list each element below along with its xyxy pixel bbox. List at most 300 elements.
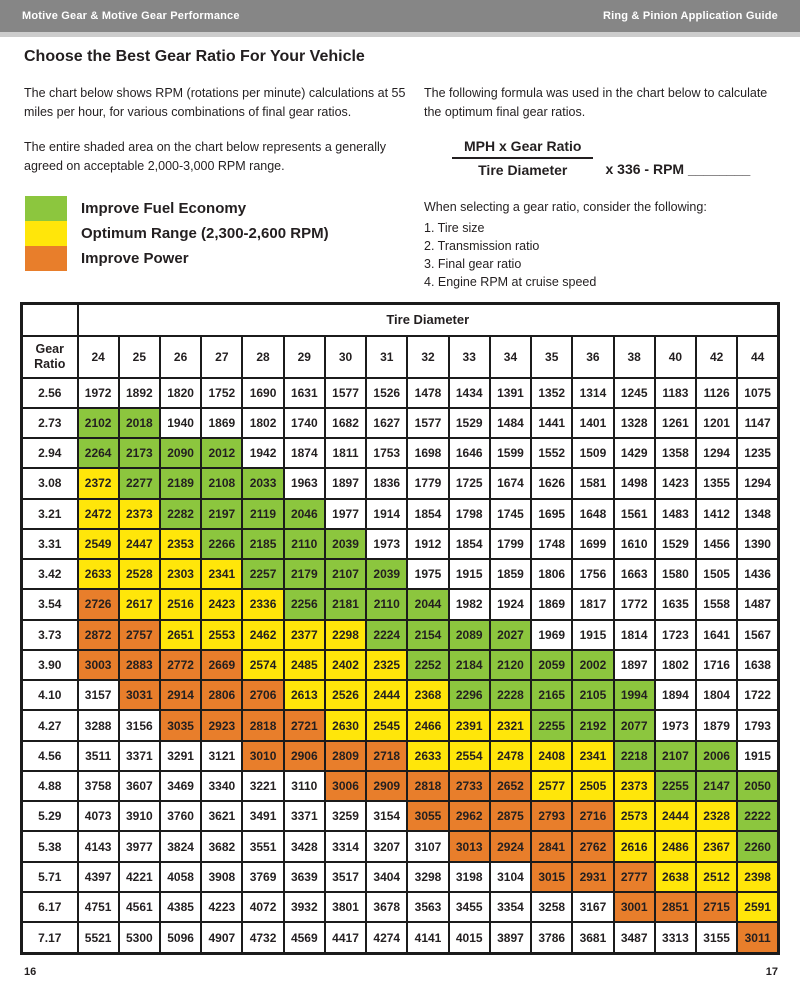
rpm-cell: 2044 xyxy=(407,589,448,619)
rpm-cell: 1577 xyxy=(407,408,448,438)
rpm-cell: 2012 xyxy=(201,438,242,468)
rpm-cell: 3371 xyxy=(119,741,160,771)
tire-diameter-column-header: 36 xyxy=(572,336,613,378)
rpm-cell: 1641 xyxy=(696,620,737,650)
rpm-cell: 1975 xyxy=(407,559,448,589)
rpm-cell: 2147 xyxy=(696,771,737,801)
rpm-cell: 2931 xyxy=(572,862,613,892)
rpm-cell: 2184 xyxy=(449,650,490,680)
rpm-cell: 1772 xyxy=(614,589,655,619)
rpm-cell: 2423 xyxy=(201,589,242,619)
rpm-cell: 4073 xyxy=(78,801,119,831)
rpm-cell: 4221 xyxy=(119,862,160,892)
rpm-cell: 2638 xyxy=(655,862,696,892)
rpm-cell: 2391 xyxy=(449,710,490,740)
tire-diameter-columns-row xyxy=(22,336,779,378)
rpm-cell: 1695 xyxy=(531,499,572,529)
rpm-cell: 1874 xyxy=(284,438,325,468)
rpm-cell: 2046 xyxy=(284,499,325,529)
rpm-cell: 2398 xyxy=(737,862,778,892)
table-row xyxy=(22,559,779,589)
rpm-cell: 1940 xyxy=(160,408,201,438)
rpm-cell: 3154 xyxy=(366,801,407,831)
rpm-cell: 3491 xyxy=(242,801,283,831)
rpm-cell: 2462 xyxy=(242,620,283,650)
rpm-cell: 2179 xyxy=(284,559,325,589)
rpm-cell: 1075 xyxy=(737,378,778,408)
legend-item xyxy=(25,246,329,271)
rpm-cell: 1674 xyxy=(490,468,531,498)
rpm-cell: 1802 xyxy=(242,408,283,438)
rpm-cell: 1915 xyxy=(449,559,490,589)
rpm-cell: 4732 xyxy=(242,922,283,953)
rpm-cell: 2050 xyxy=(737,771,778,801)
rpm-cell: 1581 xyxy=(572,468,613,498)
rpm-cell: 2733 xyxy=(449,771,490,801)
rpm-cell: 1434 xyxy=(449,378,490,408)
rpm-cell: 3786 xyxy=(531,922,572,953)
rpm-cell: 1982 xyxy=(449,589,490,619)
rpm-cell: 4058 xyxy=(160,862,201,892)
table-row xyxy=(22,589,779,619)
rpm-cell: 2553 xyxy=(201,620,242,650)
rpm-cell: 3681 xyxy=(572,922,613,953)
rpm-cell: 1894 xyxy=(655,680,696,710)
rpm-cell: 2528 xyxy=(119,559,160,589)
rpm-cell: 1914 xyxy=(366,499,407,529)
rpm-cell: 3035 xyxy=(160,710,201,740)
rpm-cell: 1915 xyxy=(572,620,613,650)
rpm-cell: 3977 xyxy=(119,831,160,861)
gear-ratio-column-header: Gear Ratio xyxy=(22,336,78,378)
rpm-cell: 2165 xyxy=(531,680,572,710)
rpm-cell: 2466 xyxy=(407,710,448,740)
rpm-cell: 3157 xyxy=(78,680,119,710)
rpm-cell: 3107 xyxy=(407,831,448,861)
rpm-cell: 1869 xyxy=(531,589,572,619)
rpm-cell: 1745 xyxy=(490,499,531,529)
paragraph-shaded-area: The entire shaded area on the chart below represents a generally agreed on acceptable 2,000-3,000 RPM range. xyxy=(24,140,387,173)
rpm-cell: 2353 xyxy=(160,529,201,559)
rpm-cell: 4417 xyxy=(325,922,366,953)
table-row xyxy=(22,499,779,529)
rpm-cell: 2574 xyxy=(242,650,283,680)
rpm-cell: 2120 xyxy=(490,650,531,680)
gear-ratio-label: 3.31 xyxy=(22,529,78,559)
page-number-right: 17 xyxy=(765,966,778,978)
rpm-cell: 2591 xyxy=(737,892,778,922)
rpm-cell: 1314 xyxy=(572,378,613,408)
rpm-cell: 1924 xyxy=(490,589,531,619)
when-selecting-heading: When selecting a gear ratio, consider the following: xyxy=(424,200,707,214)
paragraph-rpm-explanation: The chart below shows RPM (rotations per minute) calculations at 55 miles per hour, for various combinations of final gear ratios. xyxy=(24,86,406,119)
rpm-cell: 3354 xyxy=(490,892,531,922)
rpm-cell: 3678 xyxy=(366,892,407,922)
gear-ratio-label: 3.54 xyxy=(22,589,78,619)
tire-diameter-column-header: 44 xyxy=(737,336,778,378)
rpm-cell: 3682 xyxy=(201,831,242,861)
rpm-cell: 3517 xyxy=(325,862,366,892)
rpm-cell: 1423 xyxy=(655,468,696,498)
tire-diameter-column-header: 29 xyxy=(284,336,325,378)
rpm-cell: 1294 xyxy=(737,468,778,498)
rpm-cell: 2762 xyxy=(572,831,613,861)
rpm-cell: 1526 xyxy=(366,378,407,408)
rpm-cell: 1690 xyxy=(242,378,283,408)
rpm-cell: 2806 xyxy=(201,680,242,710)
gear-ratio-label: 2.73 xyxy=(22,408,78,438)
rpm-cell: 5521 xyxy=(78,922,119,953)
rpm-cell: 1725 xyxy=(449,468,490,498)
rpm-cell: 1811 xyxy=(325,438,366,468)
rpm-cell: 1963 xyxy=(284,468,325,498)
rpm-cell: 1973 xyxy=(655,710,696,740)
legend xyxy=(25,196,329,271)
rpm-cell: 1820 xyxy=(160,378,201,408)
gear-ratio-label: 4.27 xyxy=(22,710,78,740)
rpm-cell: 2039 xyxy=(325,529,366,559)
table-corner-cell xyxy=(22,304,78,336)
rpm-cell: 2577 xyxy=(531,771,572,801)
rpm-cell: 2341 xyxy=(572,741,613,771)
rpm-cell: 2255 xyxy=(531,710,572,740)
rpm-cell: 2962 xyxy=(449,801,490,831)
rpm-cell: 2377 xyxy=(284,620,325,650)
rpm-cell: 1892 xyxy=(119,378,160,408)
rpm-cell: 2706 xyxy=(242,680,283,710)
rpm-cell: 3908 xyxy=(201,862,242,892)
rpm-cell: 2851 xyxy=(655,892,696,922)
rpm-cell: 3003 xyxy=(78,650,119,680)
rpm-cell: 2173 xyxy=(119,438,160,468)
rpm-cell: 3006 xyxy=(325,771,366,801)
rpm-cell: 1752 xyxy=(201,378,242,408)
rpm-cell: 2809 xyxy=(325,741,366,771)
rpm-cell: 2328 xyxy=(696,801,737,831)
rpm-cell: 1716 xyxy=(696,650,737,680)
gear-ratio-label: 7.17 xyxy=(22,922,78,953)
rpm-cell: 1235 xyxy=(737,438,778,468)
table-row xyxy=(22,468,779,498)
rpm-cell: 3110 xyxy=(284,771,325,801)
rpm-cell: 4397 xyxy=(78,862,119,892)
table-row xyxy=(22,892,779,922)
rpm-cell: 3055 xyxy=(407,801,448,831)
gear-ratio-label: 3.90 xyxy=(22,650,78,680)
rpm-cell: 2715 xyxy=(696,892,737,922)
rpm-cell: 2372 xyxy=(78,468,119,498)
page-title: Choose the Best Gear Ratio For Your Vehicle xyxy=(24,48,365,65)
tire-diameter-column-header: 25 xyxy=(119,336,160,378)
rpm-cell: 1798 xyxy=(449,499,490,529)
rpm-cell: 2478 xyxy=(490,741,531,771)
gear-ratio-label: 4.88 xyxy=(22,771,78,801)
rpm-cell: 2721 xyxy=(284,710,325,740)
gear-ratio-label: 4.56 xyxy=(22,741,78,771)
formula-denominator: Tire Diameter xyxy=(478,162,568,178)
rpm-cell: 2218 xyxy=(614,741,655,771)
rpm-cell: 3487 xyxy=(614,922,655,953)
rpm-cell: 2252 xyxy=(407,650,448,680)
rpm-cell: 2447 xyxy=(119,529,160,559)
rpm-cell: 2256 xyxy=(284,589,325,619)
rpm-cell: 1973 xyxy=(366,529,407,559)
rpm-cell: 2197 xyxy=(201,499,242,529)
rpm-cell: 2002 xyxy=(572,650,613,680)
rpm-table-body xyxy=(22,378,779,954)
rpm-cell: 1756 xyxy=(572,559,613,589)
considerations-list xyxy=(424,219,784,291)
rpm-cell: 1478 xyxy=(407,378,448,408)
rpm-cell: 2505 xyxy=(572,771,613,801)
rpm-cell: 4143 xyxy=(78,831,119,861)
rpm-cell: 1793 xyxy=(737,710,778,740)
tire-diameter-column-header: 26 xyxy=(160,336,201,378)
rpm-cell: 2033 xyxy=(242,468,283,498)
rpm-cell: 3288 xyxy=(78,710,119,740)
rpm-cell: 1722 xyxy=(737,680,778,710)
rpm-cell: 2485 xyxy=(284,650,325,680)
table-row xyxy=(22,741,779,771)
header-shadow-strip xyxy=(0,32,800,37)
legend-label: Improve Power xyxy=(81,250,189,267)
rpm-cell: 3607 xyxy=(119,771,160,801)
gear-ratio-label: 2.94 xyxy=(22,438,78,468)
rpm-cell: 2059 xyxy=(531,650,572,680)
rpm-cell: 3563 xyxy=(407,892,448,922)
rpm-cell: 1147 xyxy=(737,408,778,438)
rpm-cell: 1631 xyxy=(284,378,325,408)
rpm-cell: 3121 xyxy=(201,741,242,771)
rpm-cell: 2883 xyxy=(119,650,160,680)
rpm-cell: 1699 xyxy=(572,529,613,559)
rpm-cell: 1859 xyxy=(490,559,531,589)
tire-diameter-column-header: 28 xyxy=(242,336,283,378)
rpm-cell: 1779 xyxy=(407,468,448,498)
rpm-cell: 2906 xyxy=(284,741,325,771)
rpm-cell: 3001 xyxy=(614,892,655,922)
rpm-cell: 3760 xyxy=(160,801,201,831)
rpm-cell: 2110 xyxy=(366,589,407,619)
rpm-cell: 5300 xyxy=(119,922,160,953)
rpm-cell: 4141 xyxy=(407,922,448,953)
rpm-cell: 1552 xyxy=(531,438,572,468)
rpm-cell: 1484 xyxy=(490,408,531,438)
rpm-cell: 2923 xyxy=(201,710,242,740)
formula-numerator: MPH x Gear Ratio xyxy=(452,138,593,159)
rpm-cell: 1942 xyxy=(242,438,283,468)
rpm-cell: 1897 xyxy=(614,650,655,680)
rpm-cell: 2630 xyxy=(325,710,366,740)
rpm-cell: 1294 xyxy=(696,438,737,468)
rpm-cell: 2408 xyxy=(531,741,572,771)
rpm-cell: 2617 xyxy=(119,589,160,619)
table-row xyxy=(22,710,779,740)
rpm-cell: 2039 xyxy=(366,559,407,589)
rpm-cell: 4385 xyxy=(160,892,201,922)
legend-color-swatch xyxy=(25,196,67,221)
rpm-cell: 1429 xyxy=(614,438,655,468)
rpm-cell: 2027 xyxy=(490,620,531,650)
rpm-cell: 1498 xyxy=(614,468,655,498)
rpm-cell: 3551 xyxy=(242,831,283,861)
rpm-cell: 2181 xyxy=(325,589,366,619)
formula-suffix: x 336 - RPM ________ xyxy=(605,161,751,177)
rpm-cell: 2105 xyxy=(572,680,613,710)
rpm-cell: 3258 xyxy=(531,892,572,922)
rpm-cell: 2266 xyxy=(201,529,242,559)
rpm-cell: 1646 xyxy=(449,438,490,468)
rpm-cell: 2336 xyxy=(242,589,283,619)
rpm-cell: 2018 xyxy=(119,408,160,438)
tire-diameter-group-header: Tire Diameter xyxy=(78,304,779,336)
rpm-cell: 2282 xyxy=(160,499,201,529)
rpm-cell: 2516 xyxy=(160,589,201,619)
rpm-cell: 2373 xyxy=(614,771,655,801)
rpm-cell: 1599 xyxy=(490,438,531,468)
rpm-cell: 1753 xyxy=(366,438,407,468)
rpm-cell: 1806 xyxy=(531,559,572,589)
rpm-cell: 2298 xyxy=(325,620,366,650)
rpm-cell: 2924 xyxy=(490,831,531,861)
rpm-cell: 3155 xyxy=(696,922,737,953)
rpm-cell: 4015 xyxy=(449,922,490,953)
gear-ratio-label: 5.38 xyxy=(22,831,78,861)
rpm-cell: 2368 xyxy=(407,680,448,710)
legend-label: Optimum Range (2,300-2,600 RPM) xyxy=(81,225,329,242)
gear-ratio-label: 4.10 xyxy=(22,680,78,710)
rpm-cell: 1412 xyxy=(696,499,737,529)
rpm-cell: 3167 xyxy=(572,892,613,922)
rpm-cell: 1740 xyxy=(284,408,325,438)
rpm-cell: 2549 xyxy=(78,529,119,559)
rpm-cell: 4907 xyxy=(201,922,242,953)
consideration-item: 3. Final gear ratio xyxy=(424,257,522,271)
rpm-cell: 2119 xyxy=(242,499,283,529)
gear-ratio-label: 3.42 xyxy=(22,559,78,589)
rpm-cell: 1355 xyxy=(696,468,737,498)
rpm-cell: 1456 xyxy=(696,529,737,559)
rpm-cell: 2716 xyxy=(572,801,613,831)
rpm-cell: 1802 xyxy=(655,650,696,680)
rpm-cell: 2793 xyxy=(531,801,572,831)
tire-diameter-column-header: 34 xyxy=(490,336,531,378)
rpm-cell: 3104 xyxy=(490,862,531,892)
legend-label: Improve Fuel Economy xyxy=(81,200,247,217)
table-row xyxy=(22,680,779,710)
rpm-cell: 3340 xyxy=(201,771,242,801)
rpm-cell: 2185 xyxy=(242,529,283,559)
rpm-cell: 2875 xyxy=(490,801,531,831)
tire-diameter-column-header: 42 xyxy=(696,336,737,378)
rpm-cell: 3013 xyxy=(449,831,490,861)
rpm-cell: 3207 xyxy=(366,831,407,861)
rpm-cell: 2089 xyxy=(449,620,490,650)
tire-diameter-column-header: 32 xyxy=(407,336,448,378)
table-row xyxy=(22,862,779,892)
rpm-cell: 1201 xyxy=(696,408,737,438)
rpm-cell: 2652 xyxy=(490,771,531,801)
rpm-cell: 3469 xyxy=(160,771,201,801)
consideration-item: 1. Tire size xyxy=(424,221,485,235)
consideration-item: 4. Engine RPM at cruise speed xyxy=(424,275,597,289)
rpm-cell: 1804 xyxy=(696,680,737,710)
rpm-cell: 1814 xyxy=(614,620,655,650)
rpm-cell: 3198 xyxy=(449,862,490,892)
rpm-cell: 4072 xyxy=(242,892,283,922)
rpm-cell: 2573 xyxy=(614,801,655,831)
rpm-cell: 2110 xyxy=(284,529,325,559)
rpm-cell: 2633 xyxy=(407,741,448,771)
legend-color-swatch xyxy=(25,246,67,271)
table-row xyxy=(22,922,779,953)
rpm-cell: 2757 xyxy=(119,620,160,650)
rpm-cell: 1561 xyxy=(614,499,655,529)
table-row xyxy=(22,620,779,650)
rpm-cell: 1682 xyxy=(325,408,366,438)
rpm-cell: 3291 xyxy=(160,741,201,771)
table-row xyxy=(22,529,779,559)
rpm-cell: 4274 xyxy=(366,922,407,953)
rpm-cell: 3910 xyxy=(119,801,160,831)
rpm-cell: 2224 xyxy=(366,620,407,650)
rpm-cell: 1245 xyxy=(614,378,655,408)
gear-ratio-label: 6.17 xyxy=(22,892,78,922)
rpm-cell: 2341 xyxy=(201,559,242,589)
rpm-cell: 1663 xyxy=(614,559,655,589)
formula-fraction xyxy=(452,138,593,178)
rpm-cell: 2613 xyxy=(284,680,325,710)
table-row xyxy=(22,408,779,438)
rpm-cell: 1441 xyxy=(531,408,572,438)
gear-ratio-label: 5.29 xyxy=(22,801,78,831)
rpm-cell: 2818 xyxy=(242,710,283,740)
rpm-cell: 1977 xyxy=(325,499,366,529)
rpm-cell: 3758 xyxy=(78,771,119,801)
rpm-cell: 2486 xyxy=(655,831,696,861)
rpm-cell: 1483 xyxy=(655,499,696,529)
rpm-cell: 2841 xyxy=(531,831,572,861)
tire-diameter-column-header: 30 xyxy=(325,336,366,378)
rpm-cell: 2154 xyxy=(407,620,448,650)
rpm-cell: 2512 xyxy=(696,862,737,892)
rpm-cell: 2325 xyxy=(366,650,407,680)
rpm-gear-ratio-table xyxy=(20,302,780,955)
rpm-cell: 2669 xyxy=(201,650,242,680)
rpm-cell: 2651 xyxy=(160,620,201,650)
rpm-cell: 4223 xyxy=(201,892,242,922)
tire-diameter-column-header: 38 xyxy=(614,336,655,378)
rpm-cell: 2872 xyxy=(78,620,119,650)
rpm-cell: 4569 xyxy=(284,922,325,953)
rpm-cell: 2303 xyxy=(160,559,201,589)
rpm-cell: 1994 xyxy=(614,680,655,710)
tire-diameter-column-header: 24 xyxy=(78,336,119,378)
gear-ratio-label: 3.21 xyxy=(22,499,78,529)
legend-color-swatch xyxy=(25,221,67,246)
rpm-cell: 2277 xyxy=(119,468,160,498)
rpm-cell: 1915 xyxy=(737,741,778,771)
rpm-cell: 3455 xyxy=(449,892,490,922)
consideration-item: 2. Transmission ratio xyxy=(424,239,540,253)
rpm-cell: 1391 xyxy=(490,378,531,408)
rpm-cell: 1748 xyxy=(531,529,572,559)
rpm-cell: 1505 xyxy=(696,559,737,589)
rpm-cell: 2472 xyxy=(78,499,119,529)
rpm-cell: 2526 xyxy=(325,680,366,710)
rpm-cell: 3313 xyxy=(655,922,696,953)
rpm-cell: 1969 xyxy=(531,620,572,650)
